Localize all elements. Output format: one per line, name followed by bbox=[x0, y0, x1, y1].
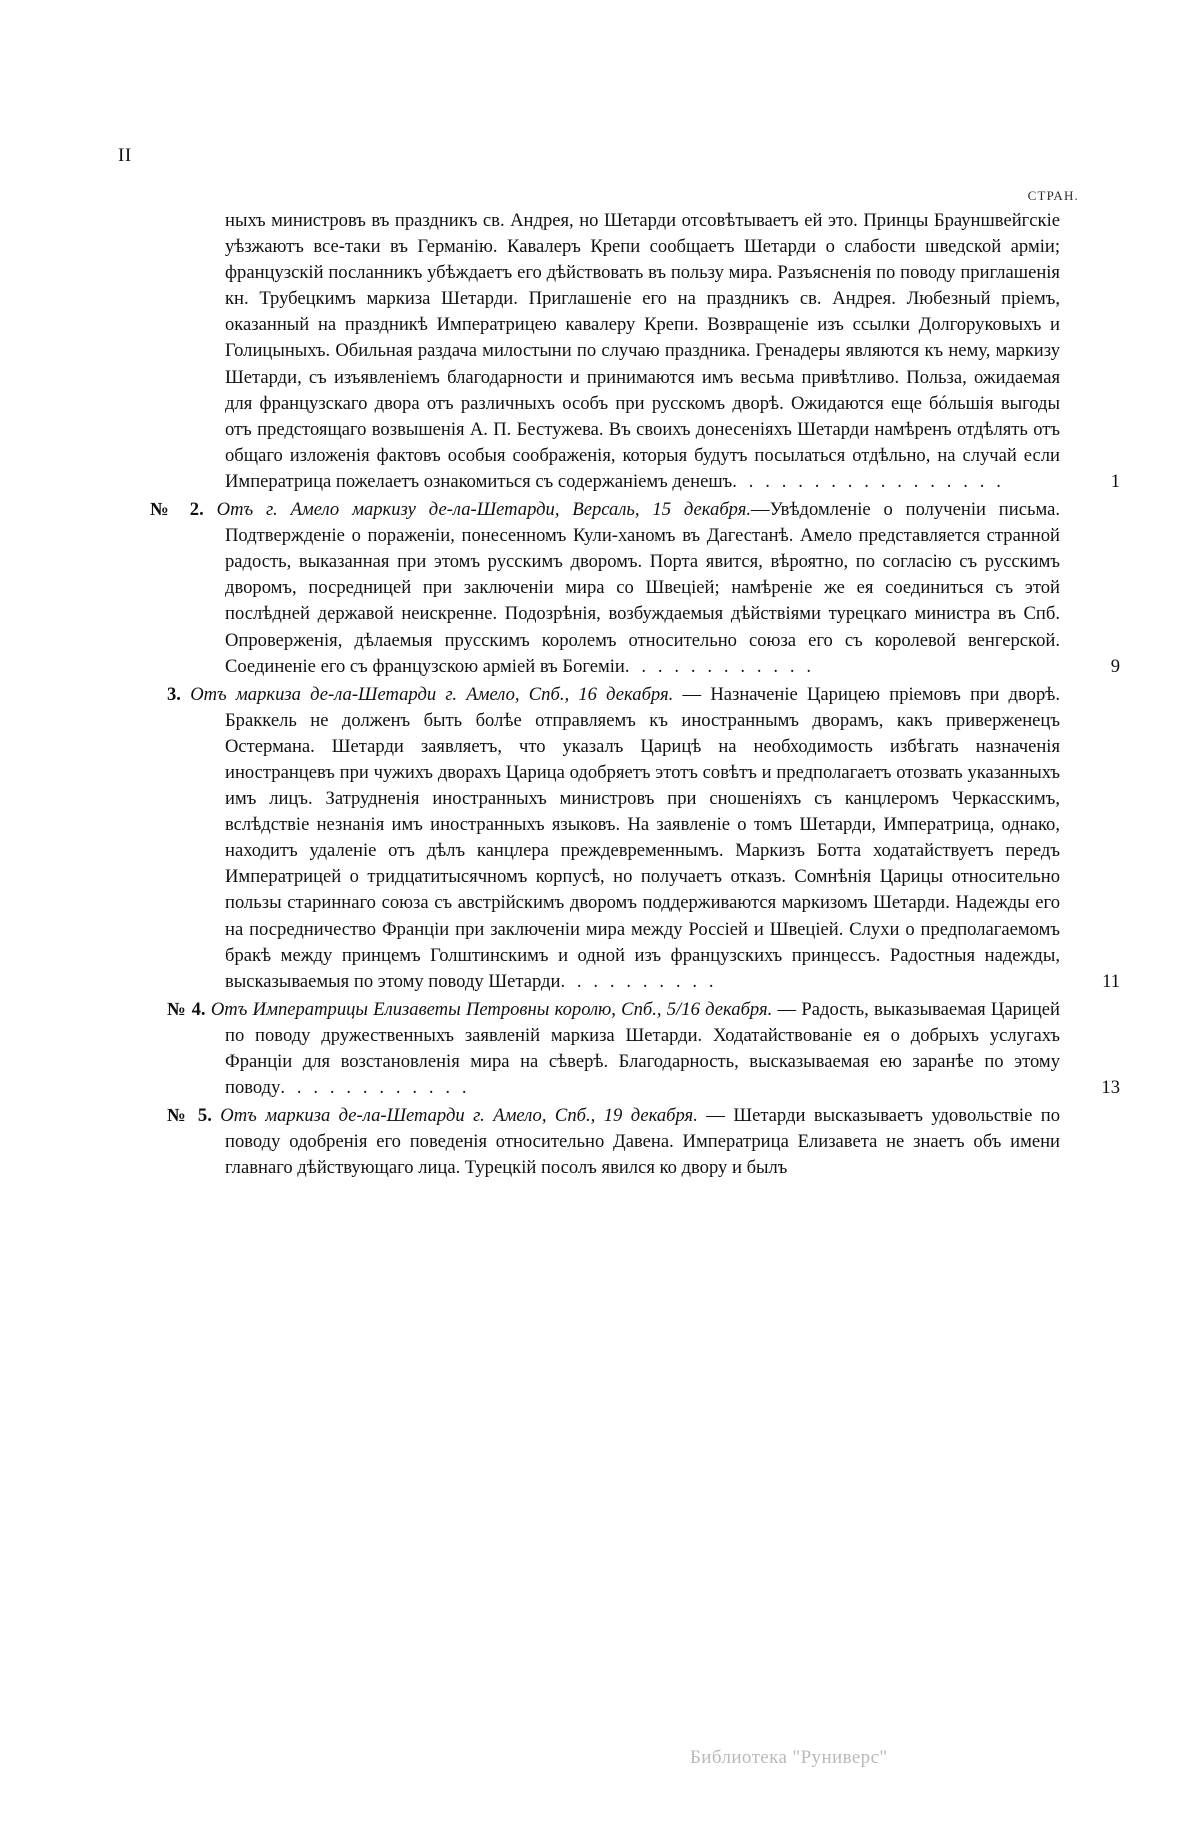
entry-page-number: 11 bbox=[1102, 970, 1120, 992]
entry-text-block bbox=[150, 208, 1060, 495]
table-of-contents bbox=[150, 208, 1120, 1183]
toc-entry-4 bbox=[150, 997, 1120, 1101]
leader-dots: . . . . . . . . . . . . bbox=[280, 1077, 471, 1099]
entry-page-number: 1 bbox=[1110, 470, 1120, 492]
toc-entry-2 bbox=[150, 497, 1120, 680]
entry-number: 3. bbox=[167, 683, 181, 705]
leader-dots: . . . . . . . . . . . . bbox=[624, 655, 815, 677]
entry-title: Отъ Императрицы Елизаветы Петровны королю, Спб., 5/16 декабря. bbox=[210, 998, 773, 1020]
library-watermark: Библиотека "Руниверс" bbox=[690, 1747, 888, 1768]
entry-text-block bbox=[150, 997, 1060, 1101]
entry-text: — Назначеніе Царицею пріемовъ при дворѣ. Браккель не долженъ быть болѣе отправляемъ къ иностраннымъ дворамъ, какъ приверженецъ Остермана. Шетарди заявляетъ, что указалъ Царицѣ на необходимость избѣгать назначенія иностранцевъ при чужихъ дворахъ Царица одобряетъ этотъ совѣтъ и предполагаетъ отозвать указанныхъ имъ лицъ. Затрудненія иностранныхъ министровъ при сношеніяхъ съ канцлеромъ Черкасскимъ, вслѣдствіе незнанія имъ иностранныхъ языковъ. На заявленіе о томъ Шетарди, Императрица, однако, находитъ удаленіе отъ дѣлъ канцлера преждевременнымъ. Маркизъ Ботта ходатайствуетъ передъ Императрицей о тридцатитысячномъ корпусѣ, но получаетъ отказъ. Сомнѣнія Царицы относительно пользы стариннаго союза съ австрійскимъ дворомъ поддерживаются маркизомъ Шетарди. Надежды его на посредничество Франціи при заключеніи мира между Россіей и Швеціей. Слухи о предполагаемомъ бракѣ между принцемъ Голштинскимъ и одной изъ французскихъ принцессъ. Радостныя надежды, высказываемыя по этому поводу Шетарди bbox=[225, 683, 1061, 992]
entry-number: № 4. bbox=[167, 998, 206, 1020]
entry-text-block bbox=[150, 497, 1060, 680]
entry-title: Отъ маркиза де-ла-Шетарди г. Амело, Спб., 19 декабря. bbox=[220, 1105, 698, 1127]
entry-text: — Радость, выказываемая Царицей по поводу дружественныхъ заявленій маркиза Шетарди. Ходатайствованіе ея о добрыхъ услугахъ Франціи для возстановленія мира на сѣверѣ. Благодарность, высказываемая ею заранѣе по этому поводу bbox=[225, 998, 1060, 1099]
entry-number: № 5. bbox=[167, 1105, 212, 1127]
entry-text: —Увѣдомленіе о полученіи письма. Подтвержденіе о пораженіи, понесенномъ Кули-ханомъ въ Дагестанѣ. Амело представляется странной радость, выказанная при этомъ русскимъ дворомъ. Порта явится, вѣроятно, по согласію съ русскимъ дворомъ, посредницей при заключеніи мира со Швеціей; намѣреніе же ея соединиться съ этой послѣдней державой неискренне. Подозрѣнія, возбуждаемыя дѣйствіями турецкаго министра въ Спб. Опроверженія, дѣлаемыя прусскимъ королемъ относительно союза его съ королевой венгерской. Соединеніе его съ французскою арміей въ Богеміи bbox=[225, 499, 1060, 677]
entry-text-block bbox=[150, 682, 1060, 995]
entry-text: ныхъ министровъ въ праздникъ св. Андрея, но Шетарди отсовѣтываетъ ей это. Принцы Брауншвейгскіе уѣзжаютъ все-таки въ Германію. Кавалеръ Крепи сообщаетъ Шетарди о слабости шведской арміи; французскій посланникъ убѣждаетъ его дѣйствовать въ пользу мира. Разъясненія по поводу приглашенія кн. Трубецкимъ маркиза Шетарди. Приглашеніе его на праздникъ св. Андрея. Любезный пріемъ, оказанный на праздникѣ Императрицею кавалеру Крепи. Возвращеніе изъ ссылки Долгоруковыхъ и Голицыныхъ. Обильная раздача милостыни по случаю праздника. Гренадеры являются къ нему, маркизу Шетарди, съ изъявленіемъ благодарности и принимаются имъ весьма привѣтливо. Польза, ожидаемая для французскаго двора отъ различныхъ особъ при русскомъ дворѣ. Ожидаются еще бóльшія выгоды отъ предстоящаго возвышенія А. П. Бестужева. Въ своихъ донесеніяхъ Шетарди намѣренъ отдѣлять отъ общаго изложенія фактовъ особыя соображенія, которыя будутъ посылаться отдѣльно, на случай если Императрица пожелаетъ ознакомиться съ содержаніемъ денешъ bbox=[225, 210, 1060, 492]
entry-title: Отъ маркиза де-ла-Шетарди г. Амело, Спб., 16 декабря. bbox=[190, 683, 674, 705]
leader-dots: . . . . . . . . . . . . . . . . . bbox=[732, 470, 1005, 492]
toc-entry-3 bbox=[150, 682, 1120, 995]
entry-text: — Шетарди высказываетъ удовольствіе по поводу одобренія его поведенія относительно Давена. Императрица Елизавета не знаетъ объ имени главнаго дѣйствующаго лица. Турецкій посолъ явился ко двору и былъ bbox=[225, 1105, 1061, 1179]
leader-dots: . . . . . . . . . . bbox=[560, 970, 718, 992]
entry-page-number: 13 bbox=[1101, 1077, 1120, 1099]
entry-number: № 2. bbox=[150, 499, 204, 521]
entry-text-block bbox=[150, 1103, 1060, 1181]
toc-entry-5 bbox=[150, 1103, 1060, 1181]
column-header-pages: СТРАН. bbox=[1027, 188, 1079, 203]
folio-number: II bbox=[118, 145, 132, 166]
entry-page-number: 9 bbox=[1110, 655, 1120, 677]
entry-title: Отъ г. Амело маркизу де-ла-Шетарди, Версаль, 15 декабря. bbox=[216, 499, 752, 521]
toc-entry-continuation bbox=[150, 208, 1120, 495]
